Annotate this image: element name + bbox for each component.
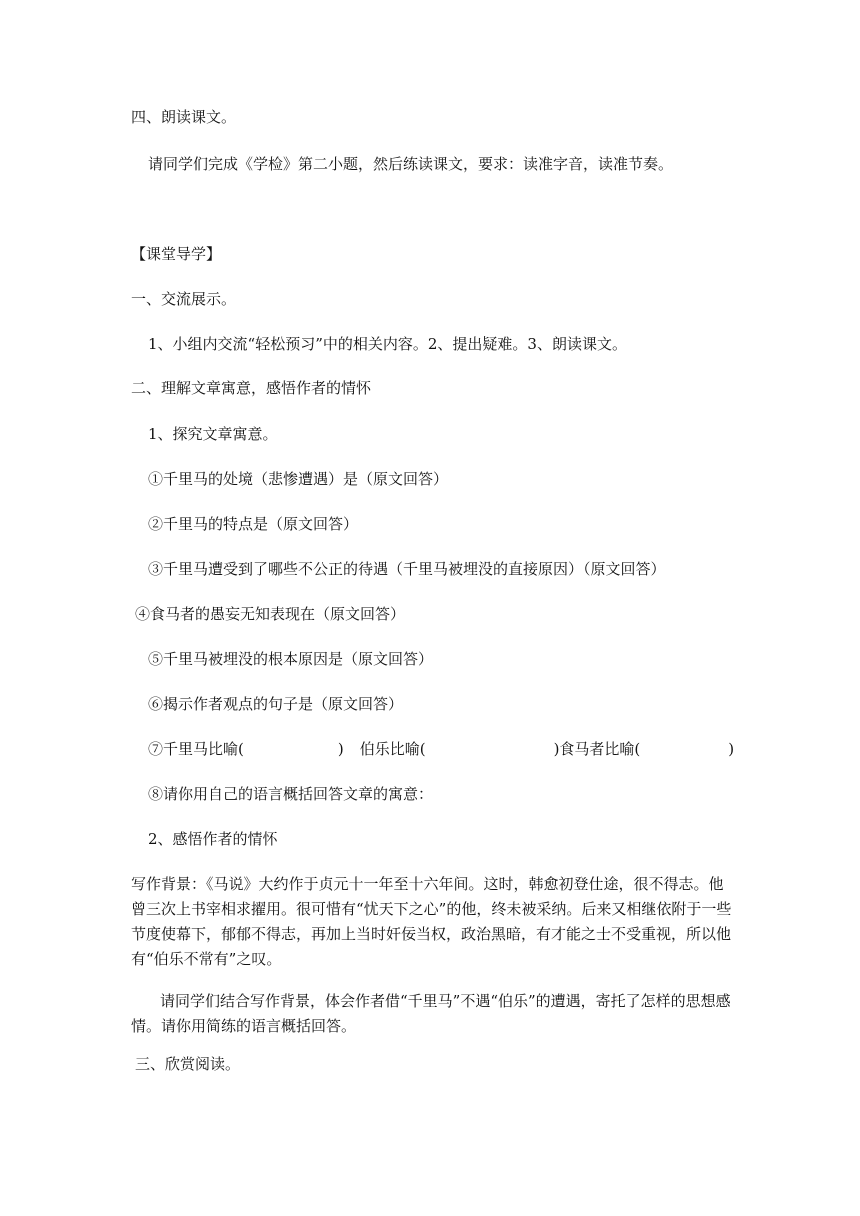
- classroom-guide-heading: 【课堂导学】: [131, 245, 222, 263]
- q7-part-b: 伯乐比喻(: [359, 740, 426, 758]
- question-5: ⑤千里马被埋没的根本原因是（原文回答）: [148, 650, 434, 668]
- read-aloud-instruction: 请同学们完成《学检》第二小题，然后练读课文，要求：读准字音，读准节奏。: [148, 155, 674, 173]
- part3-heading: 三、欣赏阅读。: [135, 1055, 241, 1073]
- reflection-task: 请同学们结合写作背景，体会作者借“千里马”不遇“伯乐”的遭遇，寄托了怎样的思想感情。请你用简练的语言概括回答。: [131, 992, 731, 1035]
- part1-text: 1、小组内交流“轻松预习”中的相关内容。2、提出疑难。3、朗读课文。: [148, 335, 627, 353]
- writing-background: 写作背景：《马说》大约作于贞元十一年至十六年间。这时，韩愈初登仕途，很不得志。他曾三次上书宰相求擢用。很可惜有“忧天下之心”的他，终未被采纳。后来又相继依附于一些节度使幕下，郁郁不得志，再加上当时奸佞当权，政治黑暗，有才能之士不受重视，所以他有“伯乐不常有”之叹。: [131, 875, 732, 968]
- section-heading-read-aloud: 四、朗读课文。: [131, 108, 237, 126]
- part2-sub1: 1、探究文章寓意。: [148, 425, 278, 443]
- q7-close-a: ): [337, 740, 344, 758]
- part2-sub2: 2、感悟作者的情怀: [148, 830, 278, 848]
- q7-close-b-open-c: )食马者比喻(: [553, 740, 641, 758]
- question-3: ③千里马遭受到了哪些不公正的待遇（千里马被埋没的直接原因）（原文回答）: [148, 560, 666, 578]
- question-7: [148, 739, 734, 759]
- question-6: ⑥揭示作者观点的句子是（原文回答）: [148, 695, 404, 713]
- q7-part-a: ⑦千里马比喻(: [148, 740, 244, 758]
- question-1: ①千里马的处境（悲惨遭遇）是（原文回答）: [148, 470, 449, 488]
- q7-close-c: ): [728, 740, 735, 758]
- part1-heading: 一、交流展示。: [131, 290, 237, 308]
- question-4: ④食马者的愚妄无知表现在（原文回答）: [135, 605, 406, 623]
- question-8: ⑧请你用自己的语言概括回答文章的寓意：: [148, 785, 434, 803]
- question-2: ②千里马的特点是（原文回答）: [148, 515, 359, 533]
- part2-heading: 二、理解文章寓意，感悟作者的情怀: [131, 379, 372, 397]
